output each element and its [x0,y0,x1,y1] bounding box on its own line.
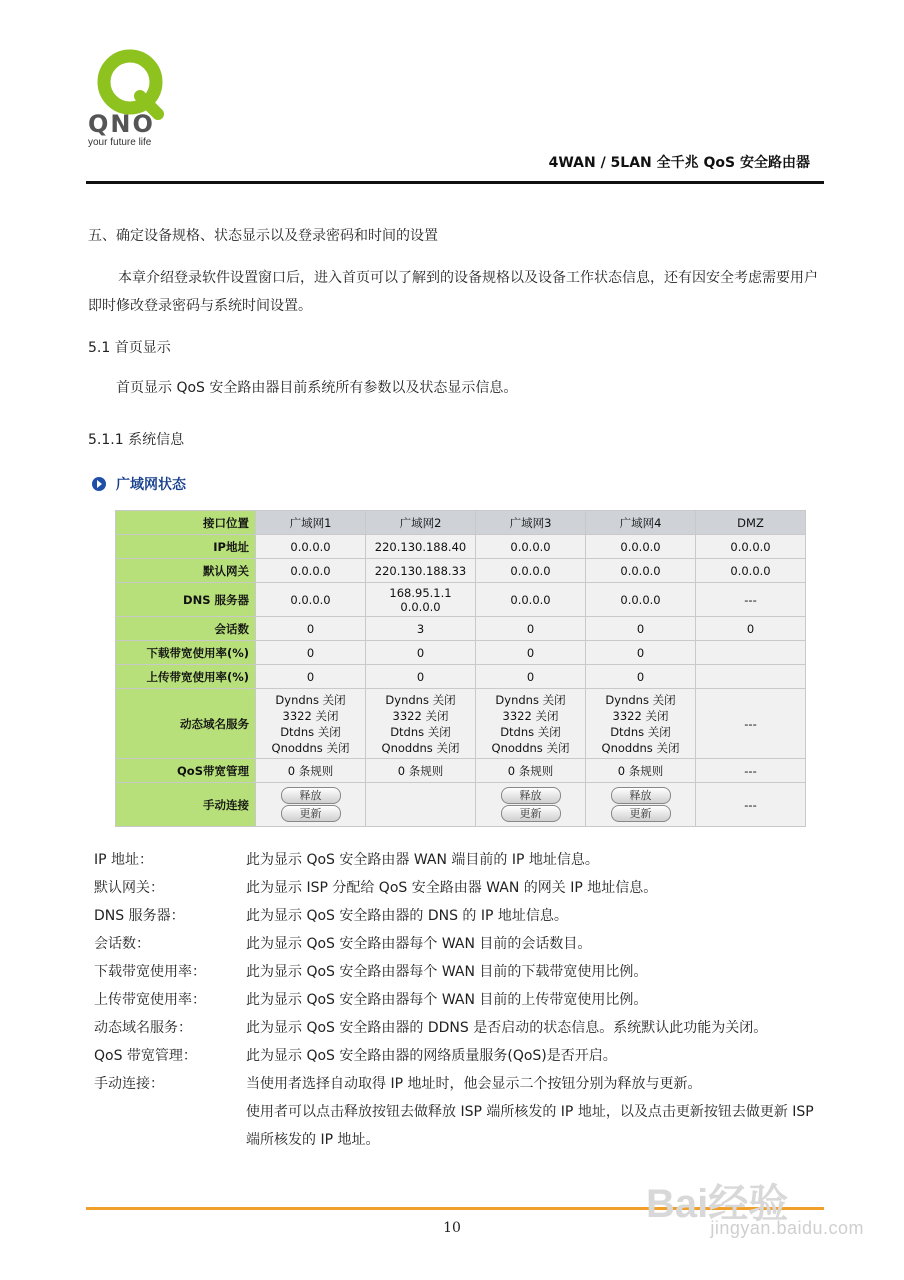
col-header-dmz: DMZ [696,511,806,535]
cell: 0 [586,617,696,641]
definition-term: 手动连接： [94,1076,164,1092]
ddns-line: 3322 关闭 [392,708,449,723]
table-row [116,559,806,583]
cell: 0 [476,617,586,641]
cell: 3 [366,617,476,641]
ddns-line: Dyndns 关闭 [605,692,676,707]
ddns-cell-wan3 [476,689,586,759]
cell: 0 条规则 [586,759,696,783]
intro-paragraph: 本章介绍登录软件设置窗口后，进入首页可以了解到的设备规格以及设备工作状态信息，还有因安全考虑需要用户即时修改登录密码与系统时间设置。 [88,270,818,314]
ddns-line: Qnoddns 关闭 [601,740,680,755]
wan-status-table [115,510,806,827]
cell: 0 [586,641,696,665]
cell: 0.0.0.0 [696,535,806,559]
ddns-cell-wan1 [256,689,366,759]
col-header-wan1: 广域网1 [256,511,366,535]
definition-term: QoS 带宽管理： [94,1048,197,1064]
definition-desc: 此为显示 QoS 安全路由器的网络质量服务(QoS)是否开启。 [246,1048,617,1064]
table-row [116,535,806,559]
page-number: 10 [443,1220,461,1236]
release-button[interactable]: 释放 [611,787,671,804]
cell: 220.130.188.33 [366,559,476,583]
definition-term: 上传带宽使用率： [94,992,206,1008]
dns-secondary: 0.0.0.0 [400,599,441,614]
ddns-line: 3322 关闭 [502,708,559,723]
ddns-line: Dyndns 关闭 [385,692,456,707]
definition-desc: 当使用者选择自动取得 IP 地址时，他会显示二个按钮分别为释放与更新。 [246,1076,702,1092]
cell: 0 条规则 [256,759,366,783]
definition-desc: 此为显示 QoS 安全路由器的 DDNS 是否启动的状态信息。系统默认此功能为关闭。 [246,1020,768,1036]
heading-5-1-1: 5.1.1 系统信息 [88,432,185,448]
table-row [116,583,806,617]
definition-term: 动态域名服务： [94,1020,192,1036]
cell: 0 [476,641,586,665]
cell [366,583,476,617]
manual-cell-wan2 [366,783,476,827]
row-label-sessions: 会话数 [116,617,256,641]
logo-tagline: your future life [88,137,152,148]
release-button[interactable]: 释放 [501,787,561,804]
row-label-manual: 手动连接 [116,783,256,827]
ddns-line: Dtdns 关闭 [500,724,561,739]
cell: 0 [256,641,366,665]
cell: 0.0.0.0 [696,559,806,583]
table-row [116,617,806,641]
document-title: 4WAN / 5LAN 全千兆 QoS 安全路由器 [548,155,810,171]
cell: --- [696,759,806,783]
renew-button[interactable]: 更新 [611,805,671,822]
ddns-line: Dyndns 关闭 [275,692,346,707]
ddns-line: Qnoddns 关闭 [381,740,460,755]
cell: 0 [696,617,806,641]
cell: 0.0.0.0 [476,583,586,617]
table-row [116,759,806,783]
ddns-cell-wan4 [586,689,696,759]
manual-cell-wan4 [586,783,696,827]
cell: 0.0.0.0 [256,583,366,617]
cell: 0 条规则 [476,759,586,783]
wan-status-title-text: 广域网状态 [116,477,186,493]
cell: 0 [256,665,366,689]
definition-term: 会话数： [94,936,150,952]
ddns-line: 3322 关闭 [612,708,669,723]
corner-header: 接口位置 [116,511,256,535]
row-label-ddns: 动态域名服务 [116,689,256,759]
cell: 0 [366,665,476,689]
cell: 0 [366,641,476,665]
definition-term: 下载带宽使用率： [94,964,206,980]
cell: 0.0.0.0 [586,559,696,583]
cell: 0 [476,665,586,689]
cell [696,665,806,689]
ddns-line: Dyndns 关闭 [495,692,566,707]
manual-cell-wan1 [256,783,366,827]
cell: 0.0.0.0 [586,535,696,559]
row-label-download: 下载带宽使用率(%) [116,641,256,665]
manual-cell-dmz: --- [696,783,806,827]
header-divider [86,181,824,184]
table-row [116,665,806,689]
row-label-upload: 上传带宽使用率(%) [116,665,256,689]
heading-5-1-description: 首页显示 QoS 安全路由器目前系统所有参数以及状态显示信息。 [116,380,518,396]
renew-button[interactable]: 更新 [281,805,341,822]
cell [696,641,806,665]
definition-desc: 此为显示 ISP 分配给 QoS 安全路由器 WAN 的网关 IP 地址信息。 [246,880,658,896]
col-header-wan3: 广域网3 [476,511,586,535]
definition-desc: 此为显示 QoS 安全路由器每个 WAN 目前的会话数目。 [246,936,592,952]
col-header-wan2: 广域网2 [366,511,476,535]
row-label-dns: DNS 服务器 [116,583,256,617]
renew-button[interactable]: 更新 [501,805,561,822]
cell: 0.0.0.0 [476,535,586,559]
wan-status-title [92,474,186,494]
row-label-gateway: 默认网关 [116,559,256,583]
cell: 0 [586,665,696,689]
cell: 0.0.0.0 [476,559,586,583]
cell: --- [696,583,806,617]
col-header-wan4: 广域网4 [586,511,696,535]
definition-desc: 此为显示 QoS 安全路由器的 DNS 的 IP 地址信息。 [246,908,568,924]
ddns-line: Qnoddns 关闭 [271,740,350,755]
ddns-line: Dtdns 关闭 [610,724,671,739]
section-heading: 五、确定设备规格、状态显示以及登录密码和时间的设置 [88,228,438,244]
ddns-line: Dtdns 关闭 [390,724,451,739]
baidu-watermark-logo: Bai经验 [646,1182,789,1226]
ddns-cell-wan2 [366,689,476,759]
definition-term: DNS 服务器： [94,908,185,924]
cell: 0.0.0.0 [586,583,696,617]
dns-primary: 168.95.1.1 [389,585,452,600]
logo-text: QNO [88,110,155,138]
definition-term: 默认网关： [94,880,164,896]
cell: 0.0.0.0 [256,535,366,559]
definition-desc: 此为显示 QoS 安全路由器 WAN 端目前的 IP 地址信息。 [246,852,599,868]
cell: 220.130.188.40 [366,535,476,559]
manual-more-text: 使用者可以点击释放按钮去做释放 ISP 端所核发的 IP 地址，以及点击更新按钮去做更新 ISP 端所核发的 IP 地址。 [246,1104,814,1148]
release-button[interactable]: 释放 [281,787,341,804]
definition-desc: 此为显示 QoS 安全路由器每个 WAN 目前的下载带宽使用比例。 [246,964,648,980]
ddns-cell-dmz: --- [696,689,806,759]
baidu-watermark-url: jingyan.baidu.com [710,1218,864,1238]
manual-cell-wan3 [476,783,586,827]
heading-5-1: 5.1 首页显示 [88,340,171,356]
table-row [116,689,806,759]
ddns-line: Dtdns 关闭 [280,724,341,739]
ddns-line: Qnoddns 关闭 [491,740,570,755]
cell: 0.0.0.0 [256,559,366,583]
arrow-bullet-icon [92,477,106,491]
row-label-ip: IP地址 [116,535,256,559]
definition-desc: 此为显示 QoS 安全路由器每个 WAN 目前的上传带宽使用比例。 [246,992,648,1008]
row-label-qos: QoS带宽管理 [116,759,256,783]
cell: 0 条规则 [366,759,476,783]
ddns-line: 3322 关闭 [282,708,339,723]
definition-term: IP 地址： [94,852,154,868]
table-row [116,641,806,665]
cell: 0 [256,617,366,641]
table-header-row [116,511,806,535]
table-row [116,783,806,827]
